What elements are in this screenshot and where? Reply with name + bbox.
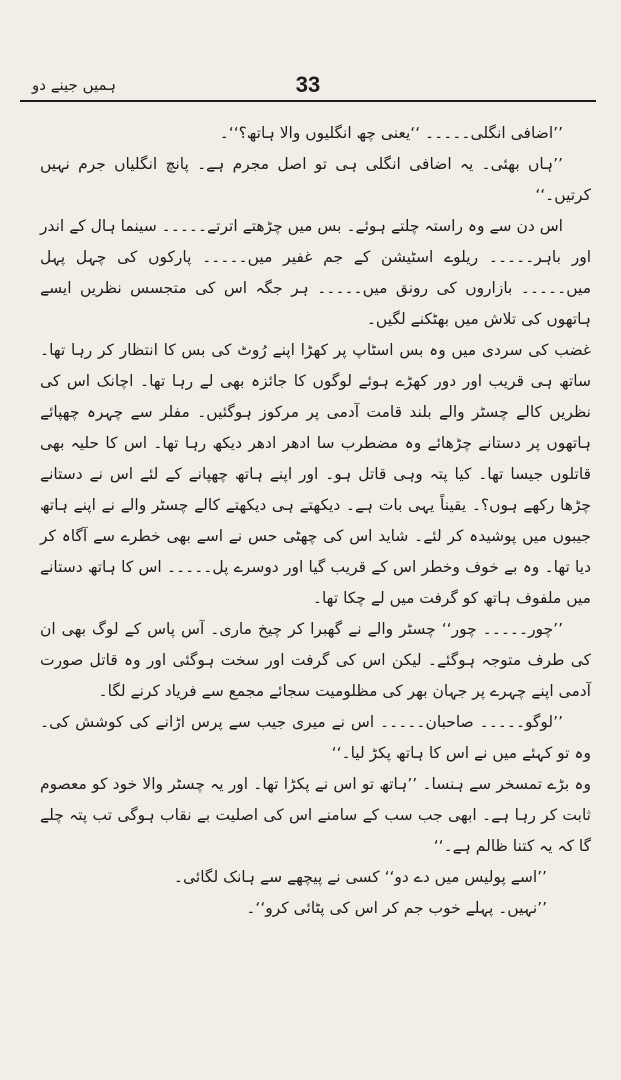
paragraph: ’’لوگو۔۔۔۔۔ صاحبان۔۔۔۔۔ اس نے میری جیب سے پرس اڑانے کی کوشش کی۔ وہ تو کہئے میں نے اس کا ہاتھ پکڑ لیا۔‘‘ bbox=[40, 713, 591, 762]
paragraph: ’’اضافی انگلی۔۔۔۔۔ ‘‘یعنی چھ انگلیوں والا ہاتھ؟‘‘۔ bbox=[219, 124, 563, 142]
page-header bbox=[20, 70, 596, 110]
paragraph: ’’چور۔۔۔۔۔ چور‘‘ چسٹر والے نے گھبرا کر چیخ ماری۔ آس پاس کے لوگ بھی ان کی طرف متوجہ ہوگئے۔ لیکن اس کی گرفت اور سخت ہوگئی اور وہ قاتل صورت آدمی اپنے چہرے پر جہان بھر کی مظلومیت سجائے مجمع سے فریاد کرنے لگا۔ bbox=[40, 620, 591, 700]
paragraph: غضب کی سردی میں وہ بس اسٹاپ پر کھڑا اپنے رُوٹ کی بس کا انتظار کر رہا تھا۔ ساتھ ہی قریب اور دور کھڑے ہوئے لوگوں کا جائزہ بھی لے رہا تھا۔ اچانک اس کی نظریں کالے چسٹر والے بلند قامت آدمی پر مرکوز ہوگئیں۔ مفلر سے چہرہ چھپائے ہاتھوں پر دستانے چڑھائے وہ مضطرب سا ادھر ادھر دیکھ رہا تھا۔ اس کا حلیہ بھی قاتلوں جیسا تھا۔ کیا پتہ وہی قاتل ہو۔ اور اپنے ہاتھ چھپانے کے لئے اس نے دستانے چڑھا رکھے ہوں؟۔ یقیناً یہی بات ہے۔ دیکھتے ہی دیکھتے کالے چسٹر والے نے اپنے ہاتھ جیبوں میں پوشیدہ کر لئے۔ شاید اس کی چھٹی حس نے اسے بھی خطرے سے آگاہ کر دیا تھا۔ وہ بے خوف وخطر اس کے قریب گیا اور دوسرے پل۔۔۔۔۔ اس کا ہاتھ دستانے میں ملفوف ہاتھ کو گرفت میں لے چکا تھا۔ bbox=[40, 341, 591, 607]
paragraph: اس دن سے وہ راستہ چلتے ہوئے۔ بس میں چڑھتے اترتے۔۔۔۔۔ سینما ہال کے اندر اور باہر۔۔۔۔۔ ریلوے اسٹیشن کے جم غفیر میں۔۔۔۔۔ پارکوں کی چہل پہل میں۔۔۔۔۔ بازاروں کی رونق میں۔۔۔۔۔ ہر جگہ اس کی متجسس نظریں ایسے ہاتھوں کی تلاش میں بھٹکنے لگیں۔ bbox=[40, 217, 591, 328]
paragraph: ’’نہیں۔ پہلے خوب جم کر اس کی پٹائی کرو‘‘۔ bbox=[246, 899, 547, 917]
paragraph: وہ بڑے تمسخر سے ہنسا۔ ’’ہاتھ تو اس نے پکڑا تھا۔ اور یہ چسٹر والا خود کو معصوم ثابت کر رہا ہے۔ ابھی جب سب کے سامنے اس کی اصلیت بے نقاب ہوگی تب پتہ چلے گا کہ یہ کتنا ظالم ہے۔‘‘ bbox=[40, 775, 591, 855]
running-title: ہمیں جینے دو bbox=[32, 76, 116, 94]
header-rule bbox=[20, 100, 596, 102]
paragraph: ’’ہاں بھئی۔ یہ اضافی انگلی ہی تو اصل مجرم ہے۔ پانچ انگلیاں جرم نہیں کرتیں۔‘‘ bbox=[40, 155, 591, 204]
body-text bbox=[40, 118, 591, 924]
paragraph: ’’اسے پولیس میں دے دو‘‘ کسی نے پیچھے سے ہانک لگائی۔ bbox=[173, 868, 547, 886]
page-number: 33 bbox=[295, 72, 321, 97]
